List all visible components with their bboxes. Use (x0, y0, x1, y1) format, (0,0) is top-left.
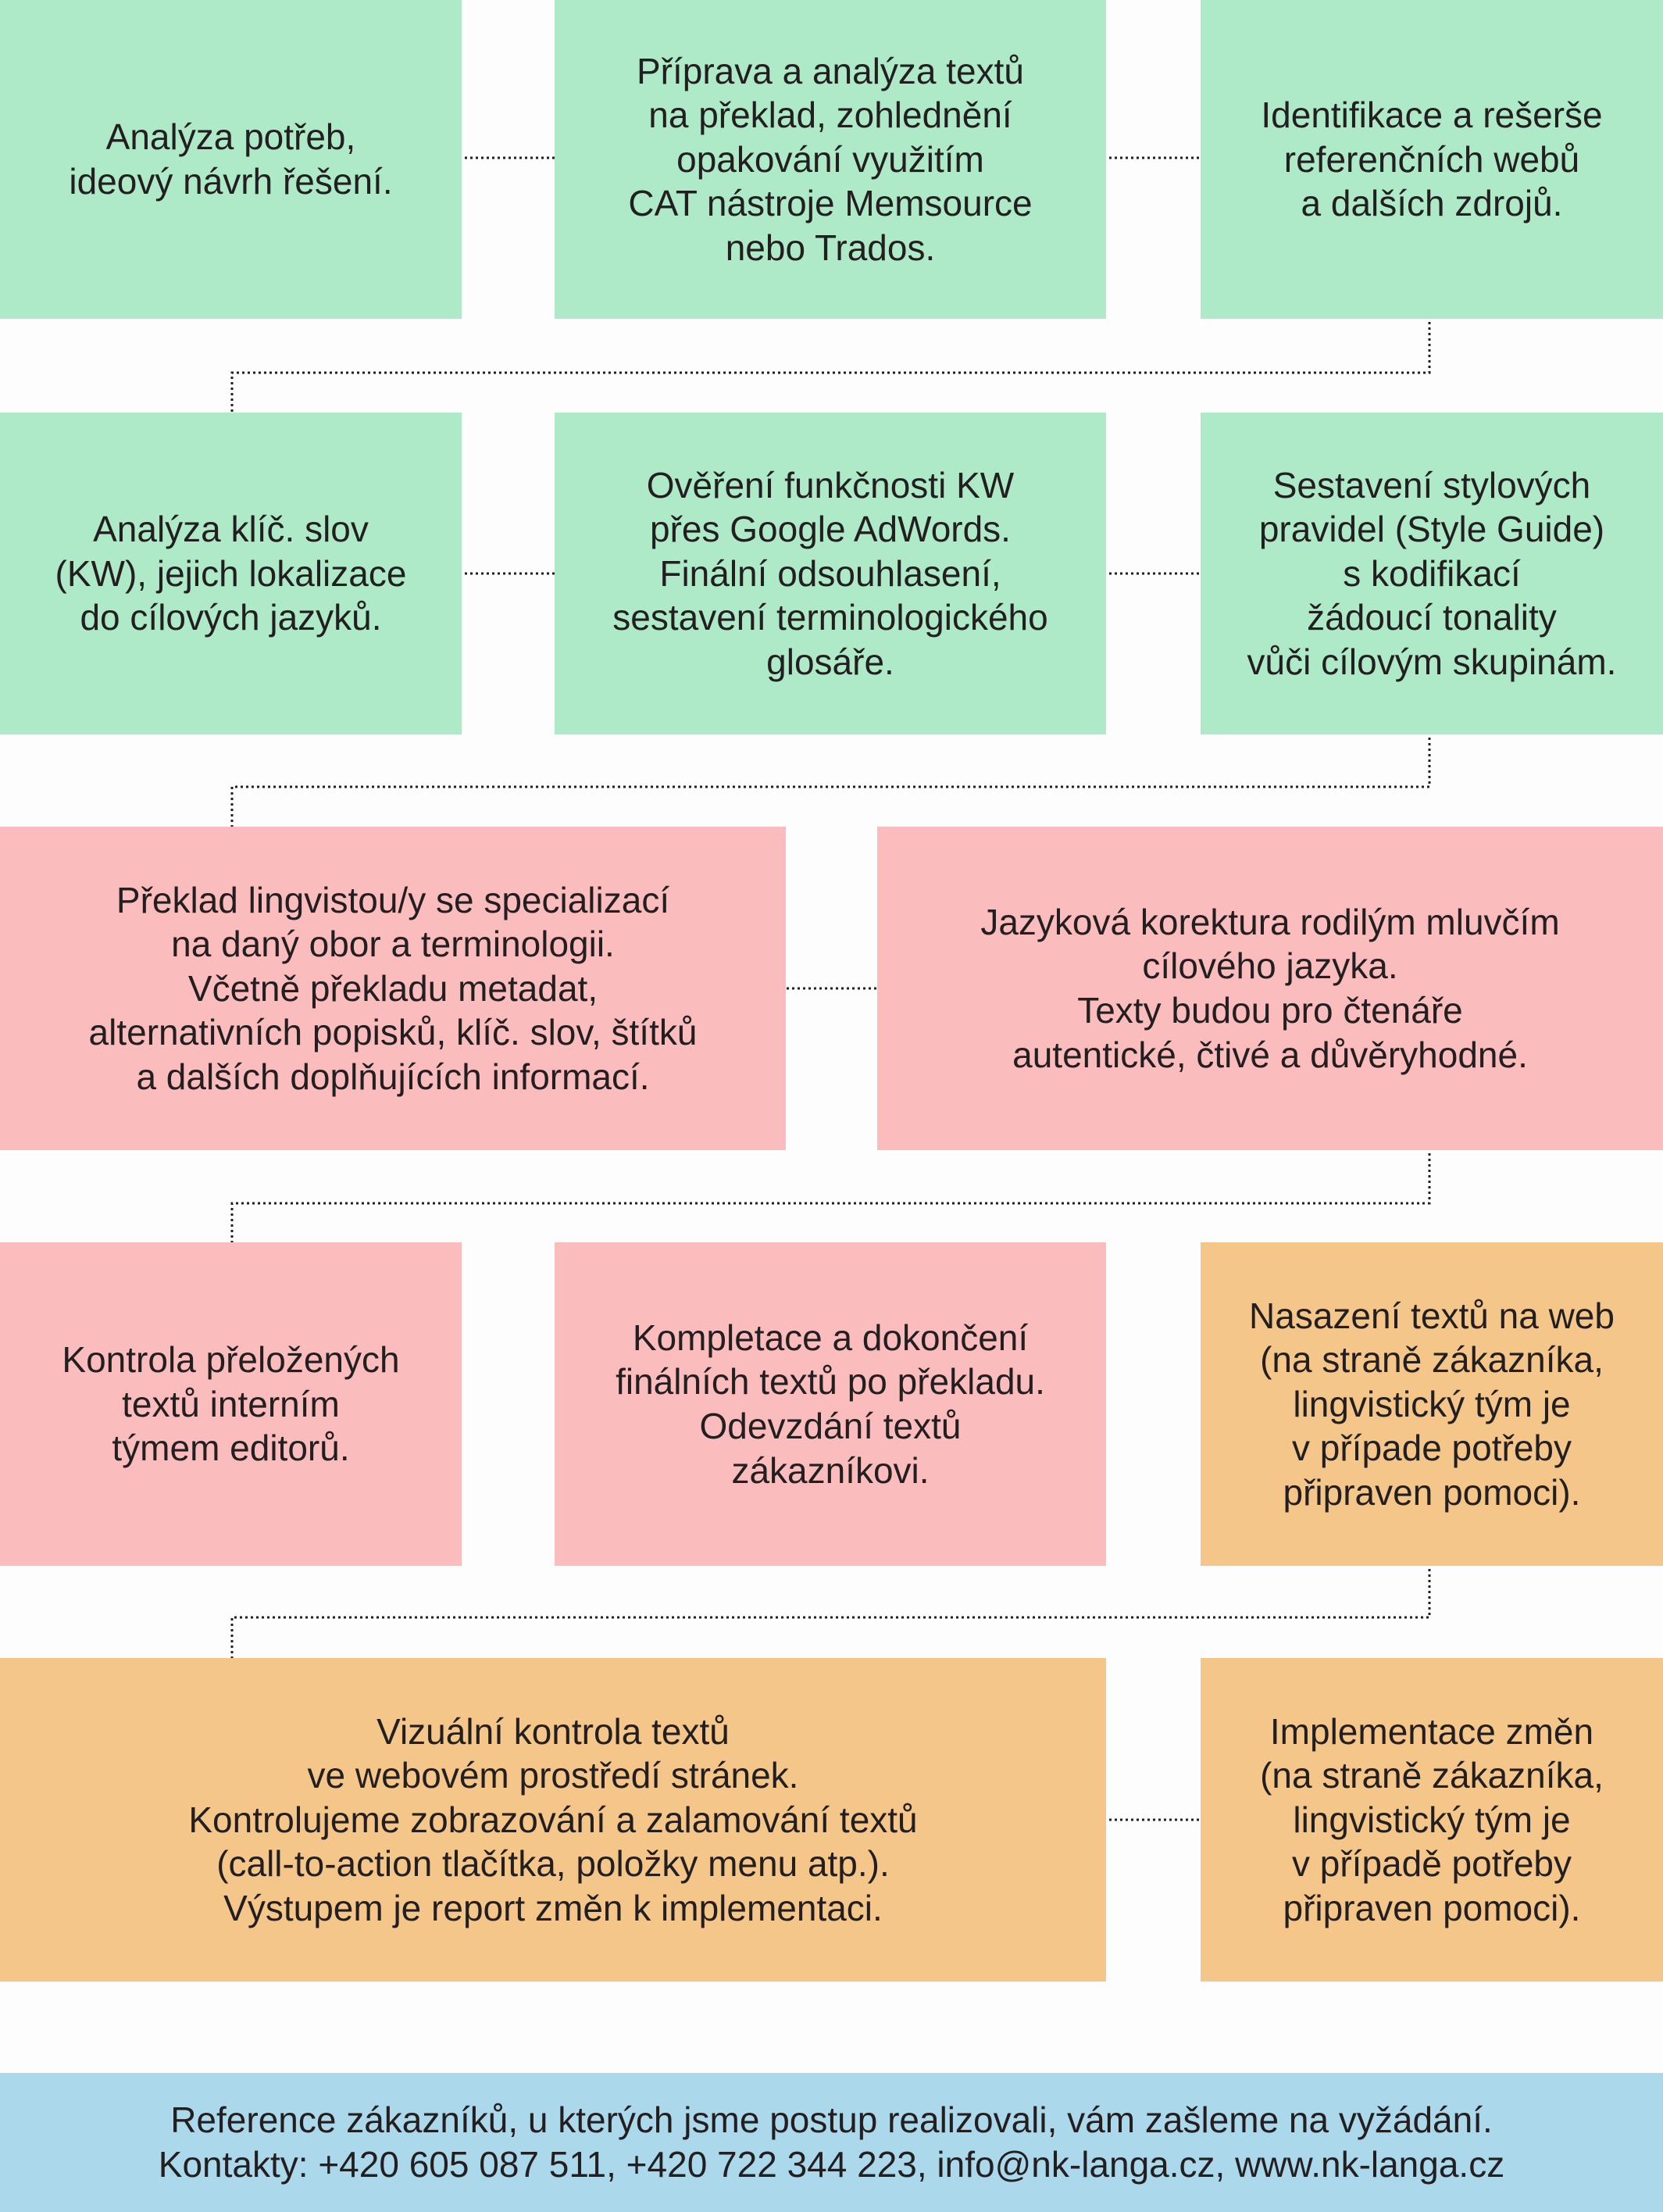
step-text: Ověření funkčnosti KW přes Google AdWords. Finální odsouhlasení, sestavení terminologického glosáře. (612, 464, 1048, 682)
step-visual-check (0, 1658, 1106, 1982)
step-needs-analysis (0, 0, 462, 319)
step-text: Kompletace a dokončení finálních textů po překladu. Odevzdání textů zákazníkovi. (616, 1317, 1045, 1491)
step-text: Sestavení stylových pravidel (Style Guide) s kodifikací žádoucí tonality vůči cílovým skupinám. (1247, 464, 1617, 682)
step-editor-review (0, 1242, 462, 1566)
row-turn-connector (232, 727, 1429, 831)
row-turn-connector (232, 1558, 1429, 1662)
step-keyword-verification (555, 413, 1106, 734)
step-keyword-analysis (0, 413, 462, 734)
step-text: Identifikace a rešerše referenčních webů a dalších zdrojů. (1261, 95, 1603, 224)
step-text-preparation (555, 0, 1106, 319)
row-turn-connector (232, 311, 1429, 416)
step-text: Překlad lingvistou/y se specializací na daný obor a terminologii. Včetně překladu metadat, alternativních popisků, klíč. slov, štítků a dalších doplňujících informací. (88, 879, 698, 1097)
footer-contacts (0, 2073, 1663, 2212)
step-implementation (1201, 1658, 1663, 1982)
step-text: Analýza potřeb, ideový návrh řešení. (69, 116, 393, 202)
footer-text: Reference zákazníků, u kterých jsme postup realizovali, vám zašleme na vyžádání. Kontakty: +420 605 087 511, +420 722 344 223, info@nk-langa.cz, www.nk-langa.cz (158, 2099, 1505, 2185)
step-text: Jazyková korektura rodilým mluvčím cílového jazyka. Texty budou pro čtenáře autentické, čtivé a důvěryhodné. (980, 901, 1560, 1075)
step-web-deployment (1201, 1242, 1663, 1566)
step-text: Vizuální kontrola textů ve webovém prostředí stránek. Kontrolujeme zobrazování a zalamování textů (call-to-action tlačítka, položky menu atp.). Výstupem je report změn k implementaci. (188, 1710, 918, 1928)
step-text: Kontrola přeložených textů interním týmem editorů. (62, 1339, 400, 1469)
step-finalization (555, 1242, 1106, 1566)
step-reference-research (1201, 0, 1663, 319)
row-turn-connector (232, 1142, 1429, 1246)
step-text: Analýza klíč. slov (KW), jejich lokalizace do cílových jazyků. (55, 509, 407, 638)
step-text: Implementace změn (na straně zákazníka, lingvistický tým je v případě potřeby připraven pomoci). (1260, 1710, 1604, 1928)
step-text: Nasazení textů na web (na straně zákazníka, lingvistický tým je v případe potřeby připraven pomoci). (1249, 1295, 1615, 1513)
step-text: Příprava a analýza textů na překlad, zohlednění opakování využitím CAT nástroje Memsource nebo Trados. (628, 50, 1033, 268)
step-translation (0, 827, 786, 1150)
step-style-guide (1201, 413, 1663, 734)
step-proofreading (877, 827, 1663, 1150)
